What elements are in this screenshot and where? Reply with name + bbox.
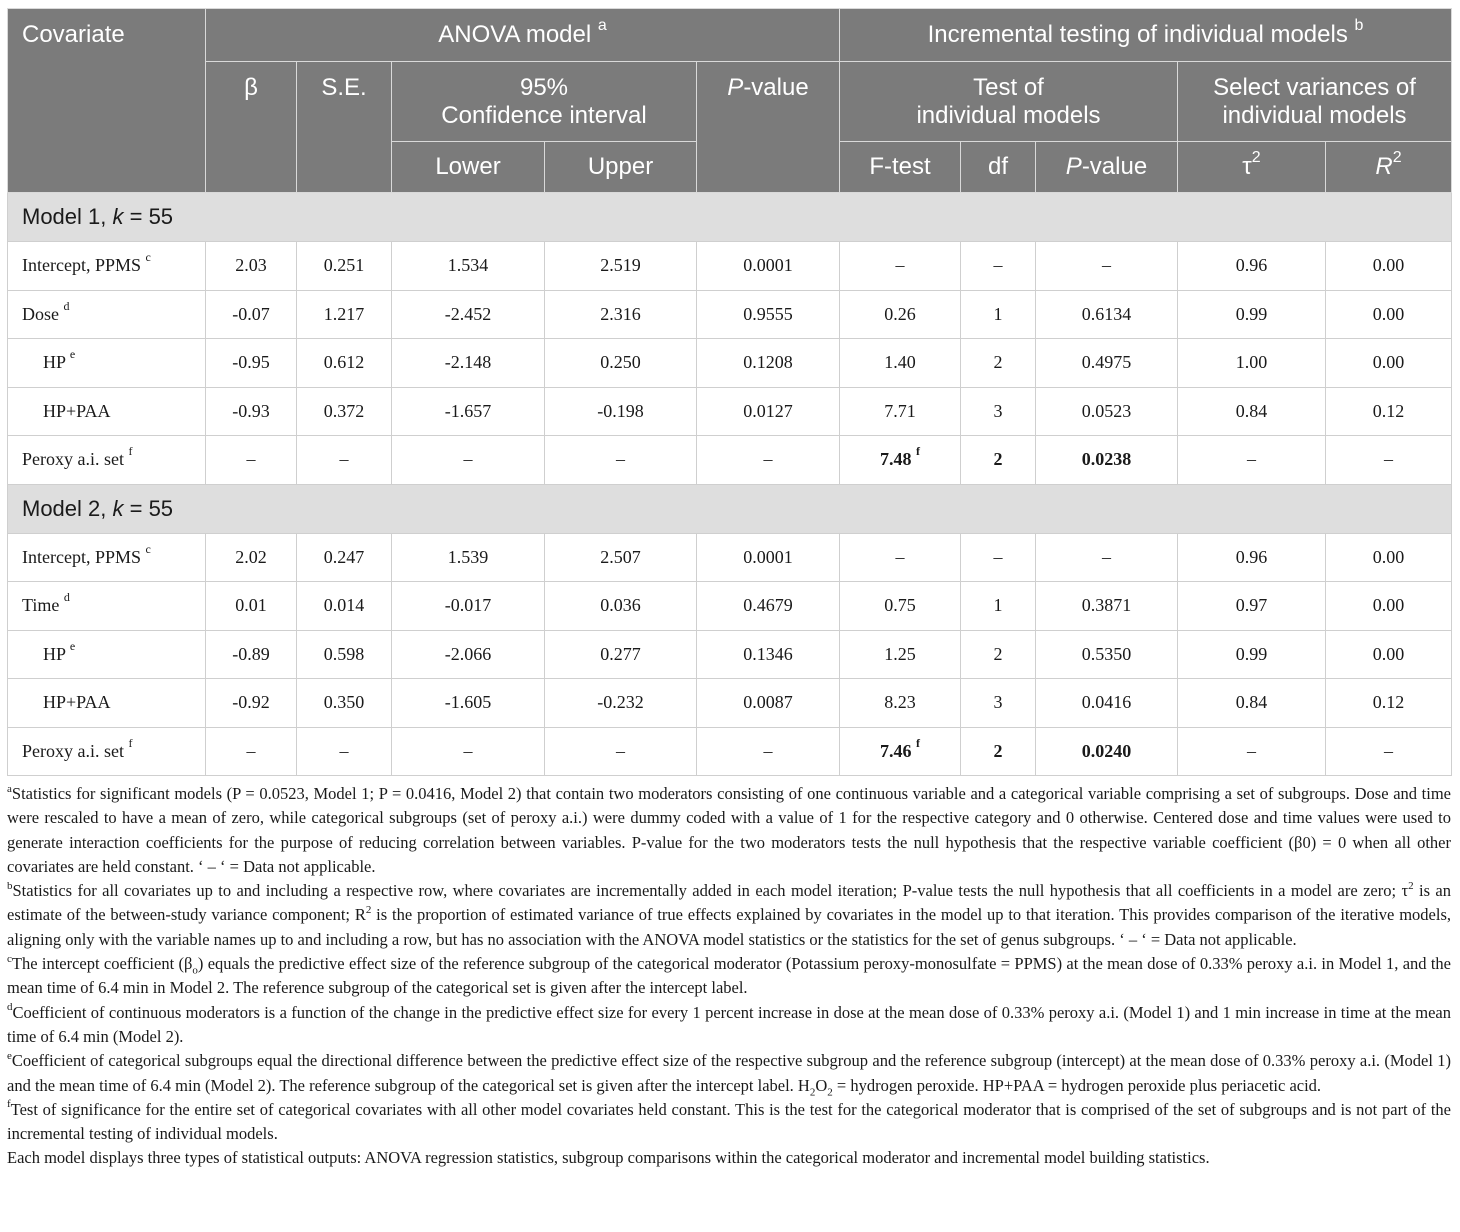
se-cell: 0.372	[297, 387, 392, 436]
p-value-cell: 0.0001	[697, 242, 840, 291]
ci-upper-cell: 0.250	[545, 339, 697, 388]
incremental-p-value-cell: 0.0238	[1036, 436, 1178, 485]
se-cell: 0.598	[297, 630, 392, 679]
footnote-a: $^a$Statistics for significant models (P = 0.0523, Model 1; P = 0.0416, Model 2) that contain two moderators consisting of one continuous variable and a categorical variable comprising a set of subgroups. Dose and time were rescaled to have a mean of zero, while categorical subgroups (set of peroxy a.i.) were dummy coded with a value of 1 for the respective category and 0 otherwise. Centered dose and time values were used to generate interaction coefficients for the purpose of reducing correlation between variables. P-value for the two moderators tests the null hypothesis that the respective variable coefficient (β0) = 0 when all other covariates are held constant. ‘ – ‘ = Data not applicable.	[7, 782, 1451, 876]
f-test-cell: –	[840, 533, 961, 582]
covariate-label: HP+PAA	[8, 387, 206, 436]
df-cell: 2	[961, 339, 1036, 388]
p-value-cell: 0.9555	[697, 290, 840, 339]
se-cell: 0.247	[297, 533, 392, 582]
incremental-p-value-cell: 0.3871	[1036, 582, 1178, 631]
df-cell: 2	[961, 436, 1036, 485]
tau-squared-cell: 0.99	[1178, 290, 1326, 339]
incremental-testing-header: Incremental testing of individual models $^b$	[840, 9, 1452, 62]
incremental-p-value-cell: 0.0416	[1036, 679, 1178, 728]
table-row	[8, 387, 1452, 436]
covariate-label: HP $^e$	[8, 339, 206, 388]
p-value-cell: 0.0087	[697, 679, 840, 728]
beta-cell: -0.89	[206, 630, 297, 679]
footnote-f: $^f$Test of significance for the entire set of categorical covariates with all other model covariates held constant. This is the test for the categorical moderator that is comprised of the set of subgroups and is not part of the incremental testing of individual models.	[7, 1098, 1451, 1144]
se-header: S.E.	[297, 62, 392, 193]
p-value-cell: 0.0127	[697, 387, 840, 436]
table-header	[8, 9, 1452, 193]
beta-cell: -0.07	[206, 290, 297, 339]
covariate-label: Intercept, PPMS $^c$	[8, 242, 206, 291]
r-squared-cell: 0.00	[1326, 630, 1452, 679]
ci-upper-cell: -0.232	[545, 679, 697, 728]
tau-squared-cell: –	[1178, 727, 1326, 776]
incremental-p-value-header: P-value	[1036, 142, 1178, 193]
r-squared-cell: –	[1326, 436, 1452, 485]
r-squared-cell: 0.00	[1326, 533, 1452, 582]
incremental-p-value-cell: 0.0240	[1036, 727, 1178, 776]
ci-upper-cell: 2.507	[545, 533, 697, 582]
model-title: Model 2, k = 55	[8, 484, 1452, 533]
tau-squared-cell: 1.00	[1178, 339, 1326, 388]
f-test-header: F-test	[840, 142, 961, 193]
beta-cell: -0.93	[206, 387, 297, 436]
table-row	[8, 727, 1452, 776]
f-test-cell: 1.25	[840, 630, 961, 679]
tau-squared-cell: –	[1178, 436, 1326, 485]
ci-upper-cell: 0.036	[545, 582, 697, 631]
test-of-models-header: Test of individual models	[840, 62, 1178, 142]
se-cell: 0.350	[297, 679, 392, 728]
r-squared-cell: 0.12	[1326, 679, 1452, 728]
f-test-cell: 8.23	[840, 679, 961, 728]
tau-squared-header: $\tau^2$	[1178, 142, 1326, 193]
f-test-cell: 0.75	[840, 582, 961, 631]
r-squared-cell: 0.12	[1326, 387, 1452, 436]
df-cell: 3	[961, 679, 1036, 728]
covariate-label: HP+PAA	[8, 679, 206, 728]
beta-header: β	[206, 62, 297, 193]
lower-header: Lower	[392, 142, 545, 193]
table-row	[8, 242, 1452, 291]
ci-lower-cell: -0.017	[392, 582, 545, 631]
beta-cell: 0.01	[206, 582, 297, 631]
r-squared-header: $R^2$	[1326, 142, 1452, 193]
ci-upper-cell: 2.316	[545, 290, 697, 339]
p-value-cell: –	[697, 727, 840, 776]
tau-squared-cell: 0.84	[1178, 387, 1326, 436]
beta-cell: –	[206, 727, 297, 776]
df-cell: –	[961, 242, 1036, 291]
table-row	[8, 533, 1452, 582]
r-squared-cell: –	[1326, 727, 1452, 776]
ci-lower-cell: –	[392, 727, 545, 776]
r-squared-cell: 0.00	[1326, 242, 1452, 291]
tau-squared-cell: 0.99	[1178, 630, 1326, 679]
covariate-label: HP $^e$	[8, 630, 206, 679]
p-value-cell: 0.1208	[697, 339, 840, 388]
statistics-table	[7, 8, 1452, 776]
footnote-d: $^d$Coefficient of continuous moderators is a function of the change in the predictive effect size for every 1 percent increase in dose at the mean dose of 0.33% peroxy a.i. (Model 1) and 1 min increase in time at the mean time of 6.4 min (Model 2).	[7, 1001, 1451, 1046]
footnote-summary: Each model displays three types of statistical outputs: ANOVA regression statistics, subgroup comparisons within the categorical moderator and incremental model building statistics.	[7, 1148, 1210, 1168]
ci-lower-cell: -1.605	[392, 679, 545, 728]
df-cell: 1	[961, 582, 1036, 631]
df-cell: 2	[961, 727, 1036, 776]
covariate-header: Covariate	[8, 9, 206, 193]
ci-lower-cell: -2.452	[392, 290, 545, 339]
ci-upper-cell: -0.198	[545, 387, 697, 436]
footnote-b: $^b$Statistics for all covariates up to and including a respective row, where covariates are incrementally added in each model iteration; P-value tests the null hypothesis that all coefficients in a model are zero; $\tau^2$ is an estimate of the between-study variance component; $R^2$ is the proportion of estimated variance of true effects explained by covariates in the model up to that iteration. This provides comparison of the iterative models, aligning only with the variable names up to and including a row, but has no association with the ANOVA model statistics or the statistics for the set of genus subgroups. ‘ – ‘ = Data not applicable.	[7, 879, 1451, 949]
upper-header: Upper	[545, 142, 697, 193]
ci-lower-cell: -2.066	[392, 630, 545, 679]
beta-cell: –	[206, 436, 297, 485]
ci-lower-cell: 1.534	[392, 242, 545, 291]
df-cell: 2	[961, 630, 1036, 679]
beta-cell: 2.02	[206, 533, 297, 582]
r-squared-cell: 0.00	[1326, 339, 1452, 388]
ci-lower-cell: -1.657	[392, 387, 545, 436]
footnote-c: $^c$The intercept coefficient $(\beta_o)$ equals the predictive effect size of the reference subgroup of the categorical moderator (Potassium peroxy-monosulfate = PPMS) at the mean dose of 0.33% peroxy a.i. in Model 1, and the mean time of 6.4 min in Model 2. The reference subgroup of the categorical set is given after the intercept label.	[7, 952, 1451, 998]
p-value-cell: –	[697, 436, 840, 485]
incremental-p-value-cell: 0.0523	[1036, 387, 1178, 436]
incremental-p-value-cell: 0.5350	[1036, 630, 1178, 679]
ci-lower-cell: –	[392, 436, 545, 485]
se-cell: –	[297, 727, 392, 776]
p-value-cell: 0.4679	[697, 582, 840, 631]
f-test-cell: 7.71	[840, 387, 961, 436]
covariate-label: Peroxy a.i. set $^f$	[8, 727, 206, 776]
f-test-cell: 0.26	[840, 290, 961, 339]
p-value-cell: 0.0001	[697, 533, 840, 582]
ci-upper-cell: –	[545, 727, 697, 776]
f-test-cell: 1.40	[840, 339, 961, 388]
ci-lower-cell: 1.539	[392, 533, 545, 582]
df-header: df	[961, 142, 1036, 193]
footnotes	[7, 782, 1451, 1171]
model-section-row	[8, 484, 1452, 533]
tau-squared-cell: 0.96	[1178, 242, 1326, 291]
incremental-p-value-cell: –	[1036, 242, 1178, 291]
beta-cell: -0.92	[206, 679, 297, 728]
table-row	[8, 679, 1452, 728]
incremental-p-value-cell: –	[1036, 533, 1178, 582]
se-cell: 0.612	[297, 339, 392, 388]
ci-upper-cell: 2.519	[545, 242, 697, 291]
covariate-label: Peroxy a.i. set $^f$	[8, 436, 206, 485]
df-cell: 3	[961, 387, 1036, 436]
ci-upper-cell: 0.277	[545, 630, 697, 679]
se-cell: 0.251	[297, 242, 392, 291]
df-cell: 1	[961, 290, 1036, 339]
incremental-p-value-cell: 0.6134	[1036, 290, 1178, 339]
footnote-e: $^e$Coefficient of categorical subgroups equal the directional difference between the predictive effect size of the respective subgroup and the reference subgroup (intercept) at the mean dose of 0.33% peroxy a.i. (Model 1) and the mean time of 6.4 min (Model 2). The reference subgroup of the categorical set is given after the intercept label. $H_2O_2$ = hydrogen peroxide. HP+PAA = hydrogen peroxide plus periacetic acid.	[7, 1049, 1451, 1098]
confidence-interval-header: 95% Confidence interval	[392, 62, 697, 142]
se-cell: 0.014	[297, 582, 392, 631]
table-row	[8, 630, 1452, 679]
covariate-label: Intercept, PPMS $^c$	[8, 533, 206, 582]
se-cell: 1.217	[297, 290, 392, 339]
beta-cell: 2.03	[206, 242, 297, 291]
r-squared-cell: 0.00	[1326, 290, 1452, 339]
model-title: Model 1, k = 55	[8, 193, 1452, 242]
f-test-cell: 7.46 $^f$	[840, 727, 961, 776]
covariate-label: Dose $^d$	[8, 290, 206, 339]
f-test-cell: 7.48 $^f$	[840, 436, 961, 485]
table-body	[8, 193, 1452, 776]
table-row	[8, 339, 1452, 388]
ci-upper-cell: –	[545, 436, 697, 485]
tau-squared-cell: 0.84	[1178, 679, 1326, 728]
covariate-label: Time $^d$	[8, 582, 206, 631]
table-row	[8, 436, 1452, 485]
beta-cell: -0.95	[206, 339, 297, 388]
f-test-cell: –	[840, 242, 961, 291]
p-value-cell: 0.1346	[697, 630, 840, 679]
r-squared-cell: 0.00	[1326, 582, 1452, 631]
tau-squared-cell: 0.96	[1178, 533, 1326, 582]
se-cell: –	[297, 436, 392, 485]
table-row	[8, 582, 1452, 631]
anova-model-header: ANOVA model $^a$	[206, 9, 840, 62]
p-value-header: P-value	[697, 62, 840, 193]
ci-lower-cell: -2.148	[392, 339, 545, 388]
select-variances-header: Select variances of individual models	[1178, 62, 1452, 142]
tau-squared-cell: 0.97	[1178, 582, 1326, 631]
model-section-row	[8, 193, 1452, 242]
df-cell: –	[961, 533, 1036, 582]
table-row	[8, 290, 1452, 339]
incremental-p-value-cell: 0.4975	[1036, 339, 1178, 388]
